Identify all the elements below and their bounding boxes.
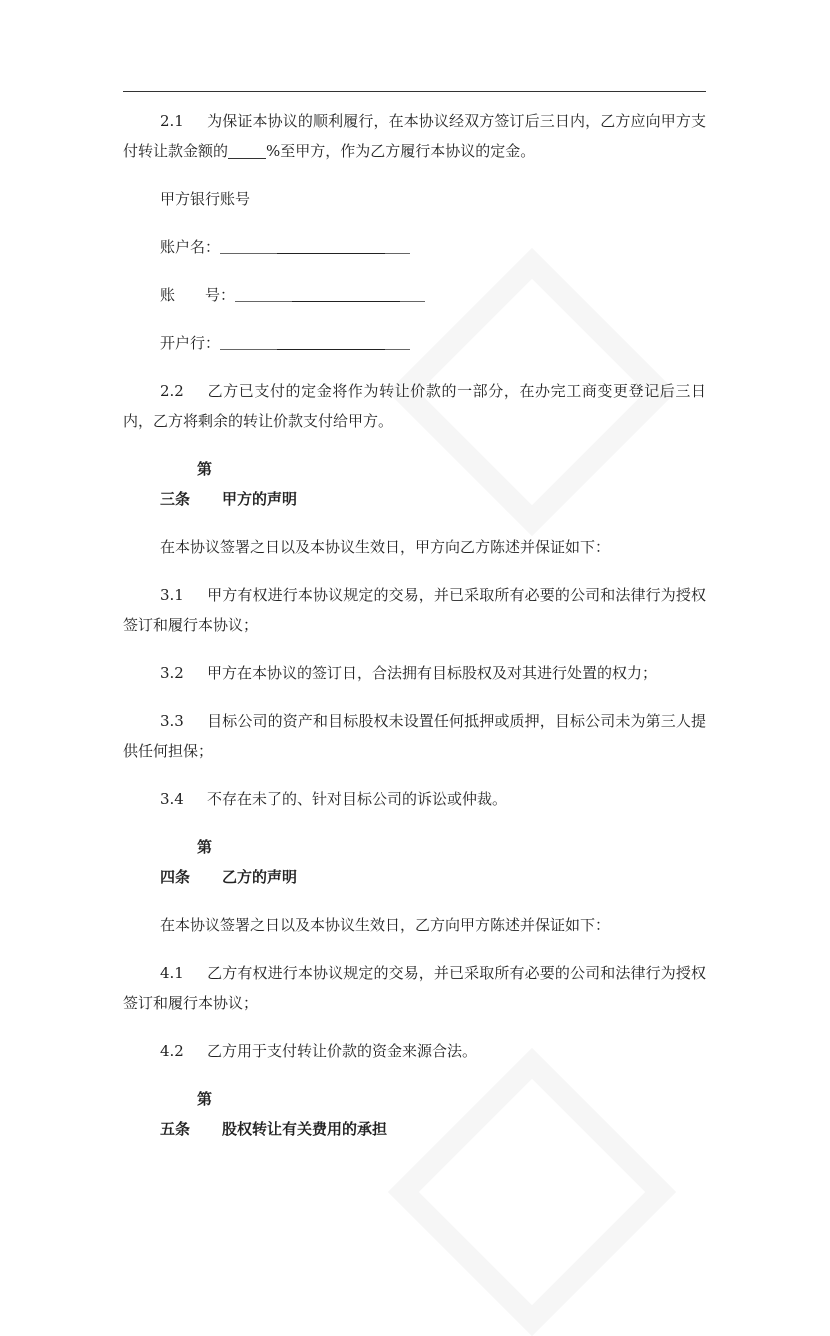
article-number: 第三条: [160, 460, 213, 508]
account-number-row: [123, 280, 706, 310]
article-5-heading: [123, 1084, 706, 1144]
clause-3-4: [123, 784, 706, 814]
clause-2-1: [123, 106, 706, 166]
article-title: 乙方的声明: [222, 868, 298, 886]
clause-text: 乙方已支付的定金将作为转让价款的一部分，在办完工商变更登记后三日内，乙方将剩余的转让价款支付给甲方。: [123, 382, 706, 430]
bank-field[interactable]: [220, 334, 410, 350]
clause-number: 3.4: [160, 790, 184, 808]
bank-row: [123, 328, 706, 358]
clause-number: 3.1: [160, 586, 184, 604]
clause-text: 乙方用于支付转让价款的资金来源合法。: [207, 1042, 478, 1060]
clause-text: 甲方在本协议的签订日，合法拥有目标股权及对其进行处置的权力；: [207, 664, 658, 682]
account-number-label: 号：: [205, 286, 236, 304]
account-name-label: 账户名：: [160, 238, 221, 256]
header-rule: [123, 91, 706, 92]
clause-4-2: [123, 1036, 706, 1066]
percent-blank[interactable]: [228, 142, 266, 159]
clause-3-1: [123, 580, 706, 640]
clause-2-2: [123, 376, 706, 436]
clause-number: 3.3: [160, 712, 184, 730]
clause-number: 4.1: [160, 964, 184, 982]
clause-number: 2.1: [160, 112, 184, 130]
document-body: [123, 106, 706, 1162]
article-3-heading: [123, 454, 706, 514]
clause-text: %至甲方，作为乙方履行本协议的定金。: [266, 142, 536, 160]
clause-text: 乙方有权进行本协议规定的交易，并已采取所有必要的公司和法律行为授权签订和履行本协议；: [123, 964, 706, 1012]
clause-text: 目标公司的资产和目标股权未设置任何抵押或质押，目标公司未为第三人提供任何担保；: [123, 712, 706, 760]
article-number: 第五条: [160, 1090, 213, 1138]
article-3-intro: 在本协议签署之日以及本协议生效日，甲方向乙方陈述并保证如下：: [160, 538, 611, 556]
article-title: 甲方的声明: [222, 490, 298, 508]
account-number-label: 账: [160, 286, 176, 304]
account-name-row: [123, 232, 706, 262]
article-title: 股权转让有关费用的承担: [222, 1120, 388, 1138]
clause-text: 甲方有权进行本协议规定的交易，并已采取所有必要的公司和法律行为授权签订和履行本协议；: [123, 586, 706, 634]
clause-text: 为保证本协议的顺利履行，在本协议经双方签订后三日内，乙方应向甲方支付转让款金额的: [123, 112, 706, 160]
clause-4-1: [123, 958, 706, 1018]
clause-number: 3.2: [160, 664, 184, 682]
clause-text: 不存在未了的、针对目标公司的诉讼或仲裁。: [207, 790, 508, 808]
clause-number: 4.2: [160, 1042, 184, 1060]
article-number: 第四条: [160, 838, 213, 886]
bank-title: 甲方银行账号: [160, 190, 251, 208]
account-number-field[interactable]: [235, 286, 425, 302]
account-name-field[interactable]: [220, 238, 410, 254]
article-4-heading: [123, 832, 706, 892]
clause-3-3: [123, 706, 706, 766]
clause-3-2: [123, 658, 706, 688]
clause-number: 2.2: [160, 382, 184, 400]
bank-label: 开户行：: [160, 334, 221, 352]
article-4-intro: 在本协议签署之日以及本协议生效日，乙方向甲方陈述并保证如下：: [160, 916, 611, 934]
